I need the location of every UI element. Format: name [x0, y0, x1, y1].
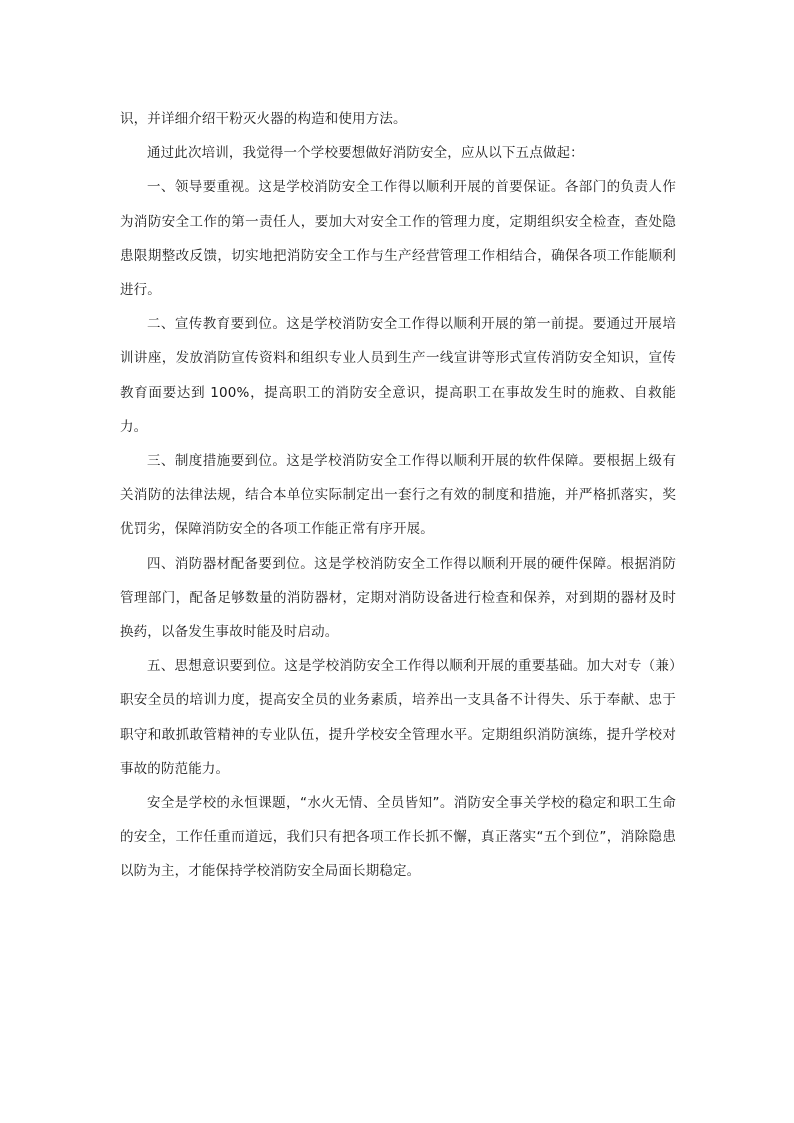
paragraph-conclusion: 安全是学校的永恒课题，“水火无情、全员皆知”。消防安全事关学校的稳定和职工生命的安全，工作任重而道远，我们只有把各项工作长抓不懈，真正落实“五个到位”，消除隐患以防为主，才能保持学校消防安全局面长期稳定。 — [120, 795, 676, 880]
paragraph-point-2: 二、宣传教育要到位。这是学校消防安全工作得以顺利开展的第一前提。要通过开展培训讲座，发放消防宣传资料和组织专业人员到生产一线宣讲等形式宣传消防安全知识，宣传教育面要达到 100%，提高职工的消防安全意识，提高职工在事故发生时的施救、自救能力。 — [120, 316, 676, 435]
paragraph-point-4: 四、消防器材配备要到位。这是学校消防安全工作得以顺利开展的硬件保障。根据消防管理部门，配备足够数量的消防器材，定期对消防设备进行检查和保养，对到期的器材及时换药，以备发生事故时能及时启动。 — [120, 555, 676, 641]
paragraph-intro: 通过此次培训，我觉得一个学校要想做好消防安全，应从以下五点做起： — [147, 145, 584, 162]
document-body — [120, 102, 676, 889]
paragraph-continuation: 识，并详细介绍干粉灭火器的构造和使用方法。 — [120, 111, 407, 127]
paragraph-point-1: 一、领导要重视。这是学校消防安全工作得以顺利开展的首要保证。各部门的负责人作为消防安全工作的第一责任人，要加大对安全工作的管理力度，定期组织安全检查，查处隐患限期整改反馈，切实地把消防安全工作与生产经营管理工作相结合，确保各项工作能顺利进行。 — [120, 179, 676, 299]
paragraph-point-5: 五、思想意识要到位。这是学校消防安全工作得以顺利开展的重要基础。加大对专（兼）职安全员的培训力度，提高安全员的业务素质，培养出一支具备不计得失、乐于奉献、忠于职守和敢抓敢管精神的专业队伍，提升学校安全管理水平。定期组织消防演练，提升学校对事故的防范能力。 — [120, 658, 676, 777]
paragraph-point-3: 三、制度措施要到位。这是学校消防安全工作得以顺利开展的软件保障。要根据上级有关消防的法律法规，结合本单位实际制定出一套行之有效的制度和措施，并严格抓落实，奖优罚劣，保障消防安全的各项工作能正常有序开展。 — [120, 453, 676, 538]
